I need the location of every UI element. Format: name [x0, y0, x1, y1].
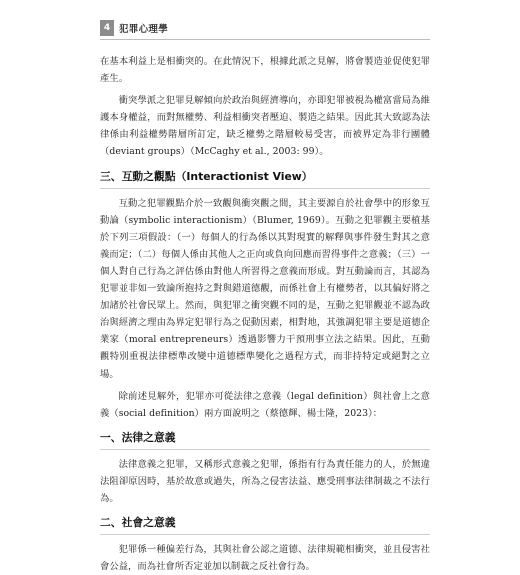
section-rule [100, 449, 430, 450]
paragraph-definitions-intro: 除前述見解外，犯罪亦可從法律之意義（legal definition）與社會上之意義（social definition）兩方面說明之（蔡德輝、楊士隆，2023）： [100, 390, 430, 419]
paragraph-legal-definition: 法律意義之犯罪，又稱形式意義之犯罪，係指有行為責任能力的人，於無違法阻卻原因時，基於故意或過失，所為之侵害法益、應受刑事法律制裁之不法行為。 [100, 458, 430, 504]
section-rule [100, 188, 430, 189]
section-title-legal: 一、法律之意義 [100, 430, 176, 444]
running-header [100, 19, 168, 37]
page-body [100, 53, 430, 575]
paragraph-conflict-school: 衝突學派之犯罪見解傾向於政治與經濟導向，亦即犯罪被視為權富當局為維護本身權益，而對無權勢、利益相衝突者壓迫、製造之結果。因此其大致認為法律係由利益權勢階層所訂定，缺乏權勢之階層較易受害，而被界定為非行團體（deviant groups）（McCaghy et al., 2003: 99）。 [100, 95, 430, 158]
section-title-interactionist: 三、互動之觀點（Interactionist View） [100, 169, 313, 183]
book-title: 犯罪心理學 [119, 24, 169, 35]
section-title-social: 二、社會之意義 [100, 516, 176, 530]
paragraph-conflict-conclusion: 在基本利益上是相衝突的。在此情況下，根據此派之見解，將會製造並促使犯罪產生。 [100, 56, 430, 85]
section-rule [100, 534, 430, 535]
paragraph-interactionist: 互動之犯罪觀點介於一致觀與衝突觀之間，其主要源自於社會學中的形象互動論（symbolic interactionism）（Blumer, 1969）。互動之犯罪觀主要植基於下列三項假設：（一）每個人的行為係以其對現實的解釋與事件發生對其之意義而定；（二）每個人係由其他人之正向或負向回應而習得事件之意義；（三）一個人對自己行為之評估係由對他人所習得之意義而形成。對互動論而言，其認為犯罪並非如一致論所抱持之對與錯道德觀，而係社會上有權勢者，以其偏好將之加諸於社會民眾上。然而，與犯罪之衝突觀不同的是，互動之犯罪觀並不認為政治與經濟之理由為界定犯罪行為之促動因素，相對地，其強調犯罪主要是道德企業家（moral entrepreneurs）透過影響力干預刑事立法之結果。因此，互動觀特別重視法律標準改變中道德標準變化之過程方式，而非持特定或絕對之立場。 [100, 197, 430, 380]
page-number: 4 [100, 20, 114, 36]
paragraph-social-definition: 犯罪係一種偏差行為，其與社會公認之道德、法律規範相衝突，並且侵害社會公益，而為社會所否定並加以制裁之反社會行為。 [100, 544, 430, 573]
header-rule [100, 39, 430, 40]
